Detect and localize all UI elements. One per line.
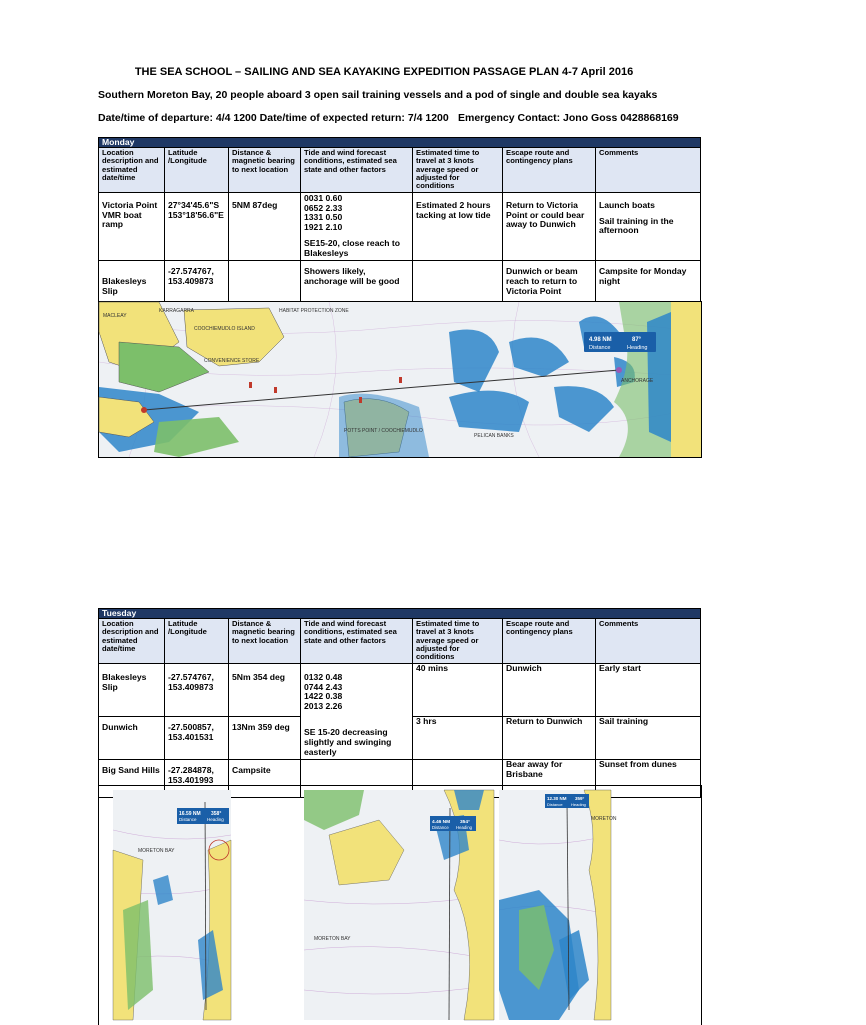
chart-label: KARRAGARRA: [159, 308, 195, 314]
route-info-badge: [545, 794, 589, 808]
escape-cell: Bear away for Brisbane: [503, 759, 596, 797]
distance-cell: Campsite: [229, 759, 301, 797]
column-header-tide-wind: Tide and wind forecast conditions, estimated sea state and other factors: [301, 619, 413, 664]
column-header-location: Location description and estimated date/time: [99, 148, 165, 193]
route-distance: 12.30 NM: [547, 796, 567, 801]
nautical-chart: [304, 790, 494, 1020]
column-header-escape: Escape route and contingency plans: [503, 619, 596, 664]
chart-label: MORETON BAY: [138, 848, 175, 854]
latlon-cell: -27.500857, 153.401531: [165, 717, 229, 759]
chart-label: MACLEAY: [103, 313, 127, 319]
chart-label: ANCHORAGE: [621, 378, 654, 384]
day-header: Tuesday: [99, 609, 701, 619]
wind-forecast: SE 15-20 decreasing slightly and swinging easterly: [304, 727, 392, 757]
route-heading: 354°: [460, 820, 470, 825]
location-cell: Blakesleys Slip: [99, 663, 165, 717]
route-heading-label: Heading: [571, 802, 586, 807]
day-header: Monday: [99, 138, 701, 148]
column-header-latlon: Latitude /Longitude: [165, 148, 229, 193]
route-distance-label: Distance: [589, 345, 611, 351]
distance-cell: 5NM 87deg: [229, 192, 301, 260]
monday-plan-table: [98, 137, 701, 305]
tide-line: 1921 2.10: [304, 222, 343, 233]
tide-wind-cell: [301, 192, 413, 260]
route-distance-label: Distance: [547, 802, 563, 807]
time-cell: Estimated 2 hours tacking at low tide: [413, 192, 503, 260]
route-heading-label: Heading: [456, 825, 473, 830]
time-cell: 40 mins: [413, 663, 503, 717]
table-row: [99, 663, 701, 717]
escape-cell: Dunwich: [503, 663, 596, 717]
column-header-distance: Distance & magnetic bearing to next location: [229, 619, 301, 664]
location-cell: Big Sand Hills: [99, 759, 165, 797]
distance-cell: [229, 260, 301, 304]
nautical-chart: [499, 790, 617, 1020]
dates-text: Date/time of departure: 4/4 1200 Date/time of expected return: 7/4 1200: [98, 112, 449, 124]
chart-label: COOCHIEMUDLO ISLAND: [194, 326, 255, 332]
route-info-badge: [430, 816, 476, 831]
comments-cell: Campsite for Monday night: [596, 260, 701, 304]
chart-label: HABITAT PROTECTION ZONE: [279, 308, 349, 314]
chart-label: CONVENIENCE STORE: [204, 358, 260, 364]
comments-cell: Sunset from dunes: [596, 759, 701, 797]
comment-line: Launch boats: [599, 199, 655, 210]
column-header-time: Estimated time to travel at 3 knots average speed or adjusted for conditions: [413, 148, 503, 193]
tide-line: 0744 2.43: [304, 681, 343, 692]
route-distance: 16.59 NM: [179, 811, 201, 817]
column-header-location: Location description and estimated date/time: [99, 619, 165, 664]
monday-route-map: [98, 301, 702, 458]
tide-wind-cell: [301, 663, 413, 759]
location-cell: Dunwich: [99, 717, 165, 759]
chart-label: POTTS POINT / COOCHIEMUDLO: [344, 428, 423, 434]
column-header-time: Estimated time to travel at 3 knots average speed or adjusted for conditions: [413, 619, 503, 664]
distance-cell: 5Nm 354 deg: [229, 663, 301, 717]
tide-line: 1422 0.38: [304, 691, 343, 702]
emergency-contact: Emergency Contact: Jono Goss 0428868169: [458, 112, 679, 124]
tide-line: 2013 2.26: [304, 701, 343, 712]
comments-cell: Sail training: [596, 717, 701, 759]
table-row: [99, 192, 701, 260]
route-heading-label: Heading: [207, 817, 224, 822]
latlon-cell: -27.574767, 153.409873: [165, 663, 229, 717]
table-row: [99, 260, 701, 304]
column-header-comments: Comments: [596, 619, 701, 664]
document-subtitle: Southern Moreton Bay, 20 people aboard 3 open sail training vessels and a pod of single and double sea kayaks: [98, 89, 658, 101]
tuesday-route-maps: [98, 785, 702, 1025]
escape-cell: Dunwich or beam reach to return to Victoria Point: [503, 260, 596, 304]
comments-cell: [596, 192, 701, 260]
route-distance: 4.98 NM: [589, 337, 612, 343]
tide-wind-cell: Showers likely, anchorage will be good: [301, 260, 413, 304]
latlon-cell: -27.574767, 153.409873: [165, 260, 229, 304]
comments-cell: Early start: [596, 663, 701, 717]
column-header-escape: Escape route and contingency plans: [503, 148, 596, 193]
escape-cell: Return to Victoria Point or could bear away to Dunwich: [503, 192, 596, 260]
tuesday-plan-table: [98, 608, 701, 798]
route-heading: 359°: [575, 796, 585, 801]
route-heading-label: Heading: [627, 345, 648, 351]
escape-cell: Return to Dunwich: [503, 717, 596, 759]
tide-line: 0132 0.48: [304, 671, 343, 682]
chart-label: MORETON BAY: [314, 936, 351, 942]
route-distance: 4.46 NM: [432, 820, 451, 825]
column-header-distance: Distance & magnetic bearing to next location: [229, 148, 301, 193]
column-header-comments: Comments: [596, 148, 701, 193]
route-info-badge: [584, 332, 656, 352]
time-cell: 3 hrs: [413, 717, 503, 759]
nautical-chart: [99, 302, 701, 457]
route-distance-label: Distance: [179, 817, 197, 822]
location-cell: Victoria Point VMR boat ramp: [99, 192, 165, 260]
column-header-latlon: Latitude /Longitude: [165, 619, 229, 664]
latlon-cell: 27°34'45.6"S 153°18'56.6"E: [165, 192, 229, 260]
route-info-badge: [177, 808, 229, 824]
time-cell: [413, 260, 503, 304]
document-title: THE SEA SCHOOL – SAILING AND SEA KAYAKING EXPEDITION PASSAGE PLAN 4-7 April 2016: [134, 66, 634, 78]
nautical-chart: [113, 790, 231, 1020]
tide-line: 0031 0.60: [304, 192, 343, 203]
tide-line: 1331 0.50: [304, 212, 343, 223]
route-heading: 87°: [632, 337, 642, 343]
chart-label: PELICAN BANKS: [474, 433, 514, 439]
comment-line: Sail training in the afternoon: [599, 215, 674, 236]
latlon-cell: -27.284878, 153.401993: [165, 759, 229, 797]
tide-line: 0652 2.33: [304, 202, 343, 213]
route-heading: 358°: [211, 811, 222, 817]
wind-forecast: SE15-20, close reach to Blakesleys: [304, 238, 401, 259]
route-distance-label: Distance: [432, 825, 449, 830]
location-cell: Blakesleys Slip: [99, 260, 165, 304]
chart-label: MORETON: [591, 816, 617, 822]
departure-return-dates: [98, 112, 866, 124]
distance-cell: 13Nm 359 deg: [229, 717, 301, 759]
column-header-tide-wind: Tide and wind forecast conditions, estimated sea state and other factors: [301, 148, 413, 193]
